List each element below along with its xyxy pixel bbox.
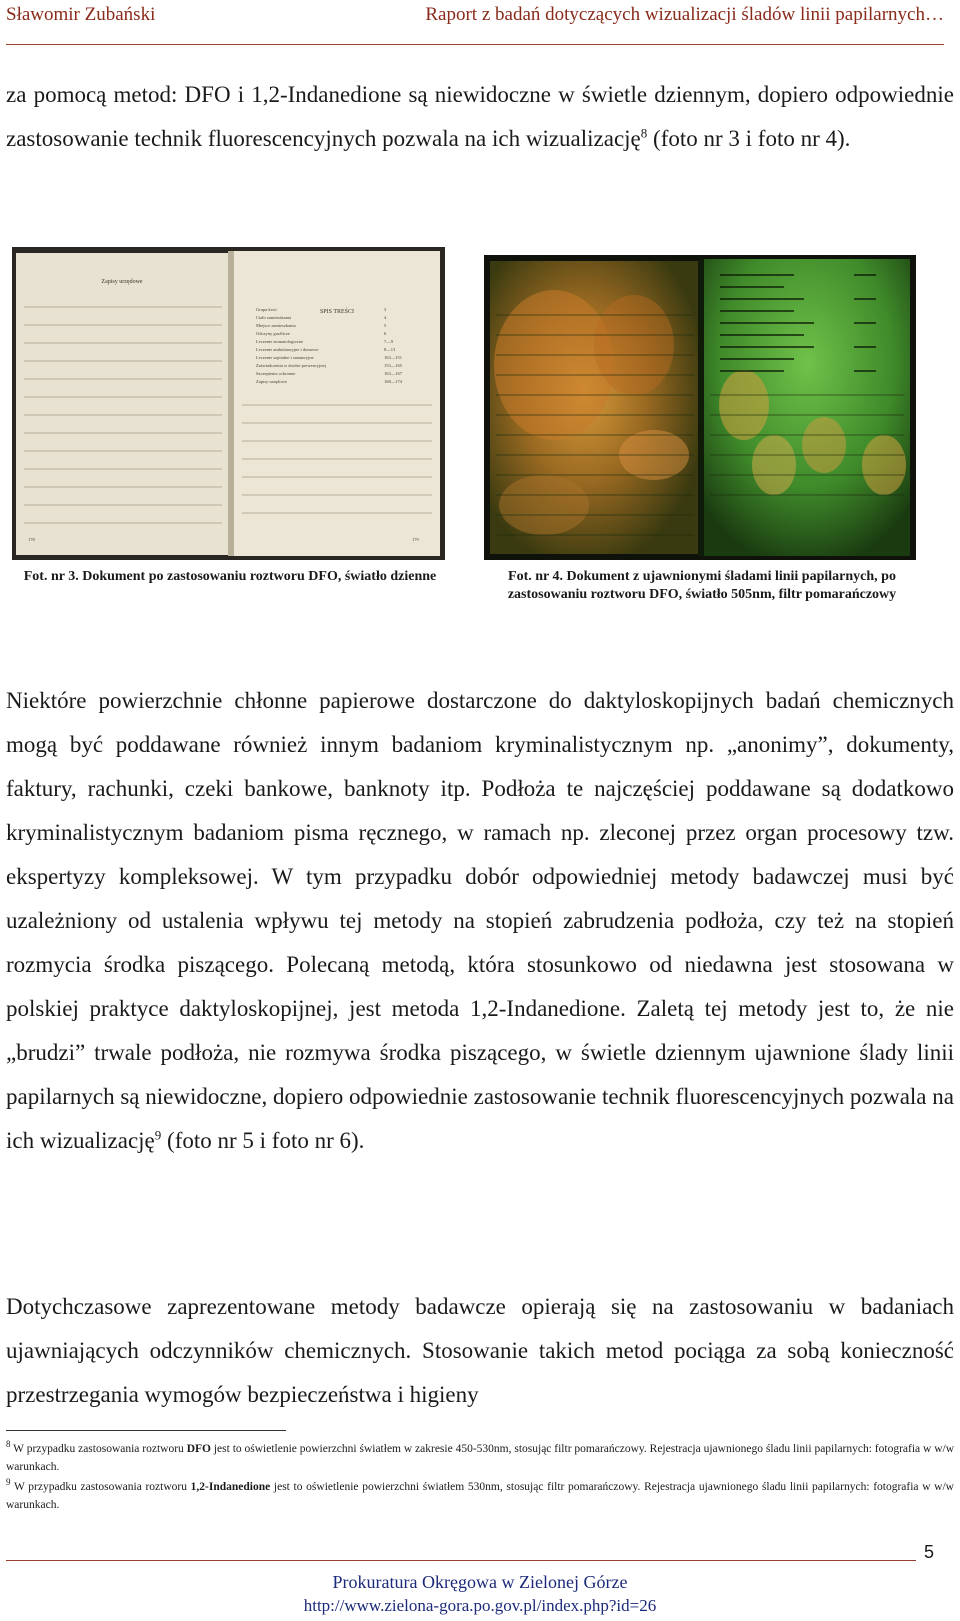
page-number: 5 [923,1542,934,1562]
paragraph-2-text: Niektóre powierzchnie chłonne papierowe dostarczone do daktyloskopijnych badań chemicznych mogą być poddawane również innym badaniom kryminalistycznym np. „anonimy”, dokumenty, faktury, rachunki, czeki bankowe, banknoty itp. Podłoża te najczęściej poddawane są dodatkowo kryminalistycznym badaniom pisma ręcznego, w ramach np. zleconej przez organ procesowy tzw. ekspertyzy kompleksowej. W tym przypadku dobór odpowiedniej metody badawczej musi być uzależniony od ustalenia wpływu tej metody na stopień zabrudzenia podłoża, czy też na stopień rozmycia środka piszącego. Polecaną metodą, która stosunkowo od niedawna jest stosowana w polskiej praktyce daktyloskopijnej, jest metoda 1,2-Indanedione. Zaletą tej metody jest to, że nie „brudzi” trwale podłoża, nie rozmywa środka piszącego, w świetle dziennym ujawnione ślady linii papilarnych są niewidoczne, dopiero odpowiednie zastosowanie technik fluorescencyjnych pozwala na ich wizualizację [6,688,954,1153]
photo-4-document-fluorescence [484,255,916,560]
footer-url-link[interactable]: http://www.zielona-gora.po.gov.pl/index.php?id=26 [303,1596,657,1615]
photo-4-caption: Fot. nr 4. Dokument z ujawnionymi śladami linii papilarnych, po zastosowaniu roztworu DFO, światło 505nm, filtr pomarańczowy [507,569,897,602]
toc-page: 4 [384,315,387,320]
toc-entry: Odczyny gruźlicze [256,331,290,336]
toc-page: 6 [384,331,387,336]
footer-rule [6,1560,916,1561]
toc-entry: Leczenie stomatologiczne [256,339,303,344]
toc-entry: Grupa krwi [256,307,277,312]
footnote-ref-8[interactable]: 8 [640,125,648,141]
toc-page: 163—151 [384,355,402,360]
footnote-8 [6,1440,954,1476]
footnote-9 [6,1478,954,1514]
toc-entry: Szczepienia ochronne [256,371,296,376]
footnote-8-text-cont: jest to oświetlenie powierzchni światłem w zakresie 450-530nm, stosując filtr pomarańczowy. Rejestracja ujawnionego śladu linii papilarnych: fotografia w w/w warunkach. [6,1443,954,1473]
header-title: Raport z badań dotyczących wizualizacji śladów linii papilarnych… [425,4,944,25]
toc-entry: Miejsce zamieszkania [256,323,296,328]
page-header [6,0,944,45]
footnote-8-number: 8 [6,1439,11,1450]
toc-entry: Zaświadczenia w drodze prewencyjnej [256,363,326,368]
photo-3-page-number-right: 179 [412,537,419,542]
toc-page: 7—9 [384,339,393,344]
toc-entry: Zapisy urzędowe [256,379,287,384]
footnote-separator [6,1430,286,1431]
footnote-9-text: W przypadku zastosowania roztworu [10,1481,191,1493]
footnote-9-bold: 1,2-Indanedione [190,1481,271,1493]
photo-3-document-daylight [12,247,445,560]
toc-page: 8—13 [384,347,396,352]
photo-3-page-number-left: 178 [28,537,35,542]
footnote-9-number: 9 [6,1477,11,1488]
toc-page: 153—165 [384,363,402,368]
toc-page: 168—174 [384,379,402,384]
paragraph-2 [6,679,954,1163]
paragraph-3: Dotychczasowe zaprezentowane metody badawcze opierają się na zastosowaniu w badaniach ujawniających odczynników chemicznych. Stosowanie takich metod pociąga za sobą konieczność przestrzegania wymogów bezpieczeństwa i higieny [6,1294,954,1407]
footnote-8-text: W przypadku zastosowania roztworu [10,1443,187,1455]
toc-page: 5 [384,323,387,328]
paragraph-1-tail: (foto nr 3 i foto nr 4). [647,126,851,151]
footnote-9-text-cont: jest to oświetlenie powierzchni światłem 530nm, stosując filtr pomarańczowy. Rejestracja ujawnionego śladu linii papilarnych: fotografia w w/w warunkach. [6,1481,954,1511]
header-author: Sławomir Zubański [6,4,156,25]
paragraph-1 [6,73,954,161]
toc-page: 163—167 [384,371,402,376]
paragraph-1-text: za pomocą metod: DFO i 1,2-Indanedione są niewidoczne w świetle dziennym, dopiero odpowiednie zastosowanie technik fluorescencyjnych pozwala na ich wizualizację [6,82,954,151]
photo-3-left-heading: Zapisy urzędowe [101,279,143,285]
footer-organization: Prokuratura Okręgowa w Zielonej Górze [332,1572,628,1592]
toc-page: 3 [384,307,387,312]
toc-entry: Ciało zamieszkania [256,315,292,320]
paragraph-2-tail: (foto nr 5 i foto nr 6). [161,1128,365,1153]
toc-entry: Leczenie ambulatoryjne i domowe [256,347,319,352]
photo-3-right-heading: SPIS TREŚCI [319,309,355,315]
footnote-ref-9[interactable]: 9 [154,1127,162,1143]
footnote-8-bold: DFO [186,1443,211,1455]
photo-3-caption: Fot. nr 3. Dokument po zastosowaniu roztworu DFO, światło dzienne [23,569,437,584]
toc-entry: Leczenie szpitalne i sanatoryjne [256,355,314,360]
